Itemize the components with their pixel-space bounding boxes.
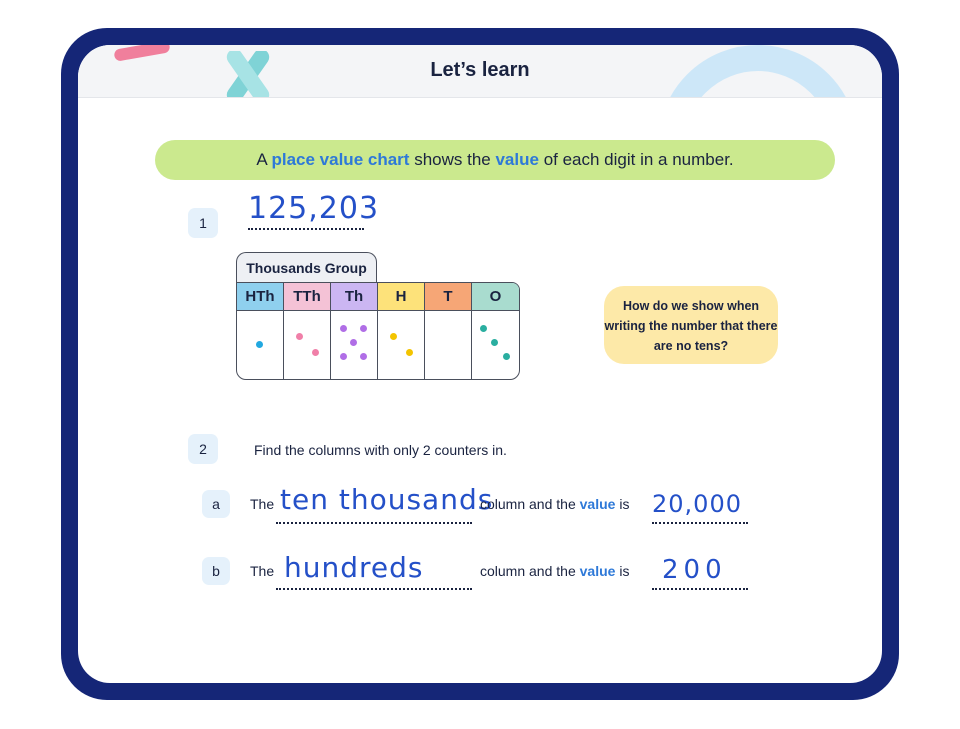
row-a-the: The bbox=[250, 496, 275, 512]
column-h bbox=[378, 283, 425, 379]
row-a-middle-text bbox=[480, 496, 629, 512]
counter-tth-2 bbox=[312, 349, 319, 356]
row-b-value-answer: 200 bbox=[662, 555, 727, 585]
row-a-is: is bbox=[619, 496, 630, 512]
column-header-t: T bbox=[425, 283, 471, 311]
hint-bubble: How do we show when writing the number that there are no tens? bbox=[604, 286, 778, 364]
place-value-chart bbox=[236, 252, 520, 380]
counter-th-1 bbox=[340, 325, 347, 332]
banner-term-place-value-chart: place value chart bbox=[271, 150, 410, 169]
row-b-value-line[interactable] bbox=[652, 588, 748, 590]
definition-banner bbox=[155, 140, 835, 180]
row-b-value-word: value bbox=[579, 563, 616, 579]
column-th bbox=[331, 283, 378, 379]
column-tth bbox=[284, 283, 331, 379]
counter-o-1 bbox=[480, 325, 487, 332]
row-a-value-word: value bbox=[579, 496, 616, 512]
column-t bbox=[425, 283, 472, 379]
row-b-middle-text bbox=[480, 563, 629, 579]
column-o bbox=[472, 283, 519, 379]
question-2-prompt: Find the columns with only 2 counters in. bbox=[254, 442, 507, 458]
row-a-middle: column and the bbox=[480, 496, 576, 512]
row-a-answer-line[interactable] bbox=[276, 522, 472, 524]
banner-middle: shows the bbox=[414, 150, 491, 169]
counter-o-2 bbox=[491, 339, 498, 346]
column-header-hth: HTh bbox=[237, 283, 283, 311]
counter-th-2 bbox=[360, 325, 367, 332]
handwritten-number: 125,203 bbox=[248, 191, 380, 226]
banner-suffix: of each digit in a number. bbox=[543, 150, 734, 169]
column-header-o: O bbox=[472, 283, 519, 311]
row-a-badge: a bbox=[202, 490, 230, 518]
question-1-badge: 1 bbox=[188, 208, 218, 238]
thousands-group-label: Thousands Group bbox=[236, 252, 377, 282]
banner-term-value: value bbox=[495, 150, 539, 169]
place-value-table bbox=[236, 282, 520, 380]
lesson-card bbox=[78, 45, 882, 683]
counter-h-2 bbox=[406, 349, 413, 356]
column-header-th: Th bbox=[331, 283, 377, 311]
answer-line-1[interactable] bbox=[248, 228, 364, 230]
row-b-badge: b bbox=[202, 557, 230, 585]
banner-prefix: A bbox=[256, 150, 267, 169]
row-b-middle: column and the bbox=[480, 563, 576, 579]
page-title: Let’s learn bbox=[430, 59, 530, 81]
row-b-answer: hundreds bbox=[284, 551, 424, 584]
counter-hth-1 bbox=[256, 341, 263, 348]
row-a-value-answer: 20,000 bbox=[652, 490, 742, 518]
row-a-answer: ten thousands bbox=[280, 483, 494, 516]
counter-th-5 bbox=[360, 353, 367, 360]
counter-th-4 bbox=[340, 353, 347, 360]
counter-h-1 bbox=[390, 333, 397, 340]
column-hth bbox=[237, 283, 284, 379]
row-b-answer-line[interactable] bbox=[276, 588, 472, 590]
device-frame bbox=[61, 28, 899, 700]
row-b-is: is bbox=[619, 563, 630, 579]
counter-o-3 bbox=[503, 353, 510, 360]
question-2-badge: 2 bbox=[188, 434, 218, 464]
column-header-h: H bbox=[378, 283, 424, 311]
row-b-the: The bbox=[250, 563, 275, 579]
row-a-value-line[interactable] bbox=[652, 522, 748, 524]
header-bar bbox=[78, 45, 882, 98]
counter-tth-1 bbox=[296, 333, 303, 340]
column-header-tth: TTh bbox=[284, 283, 330, 311]
counter-th-3 bbox=[350, 339, 357, 346]
